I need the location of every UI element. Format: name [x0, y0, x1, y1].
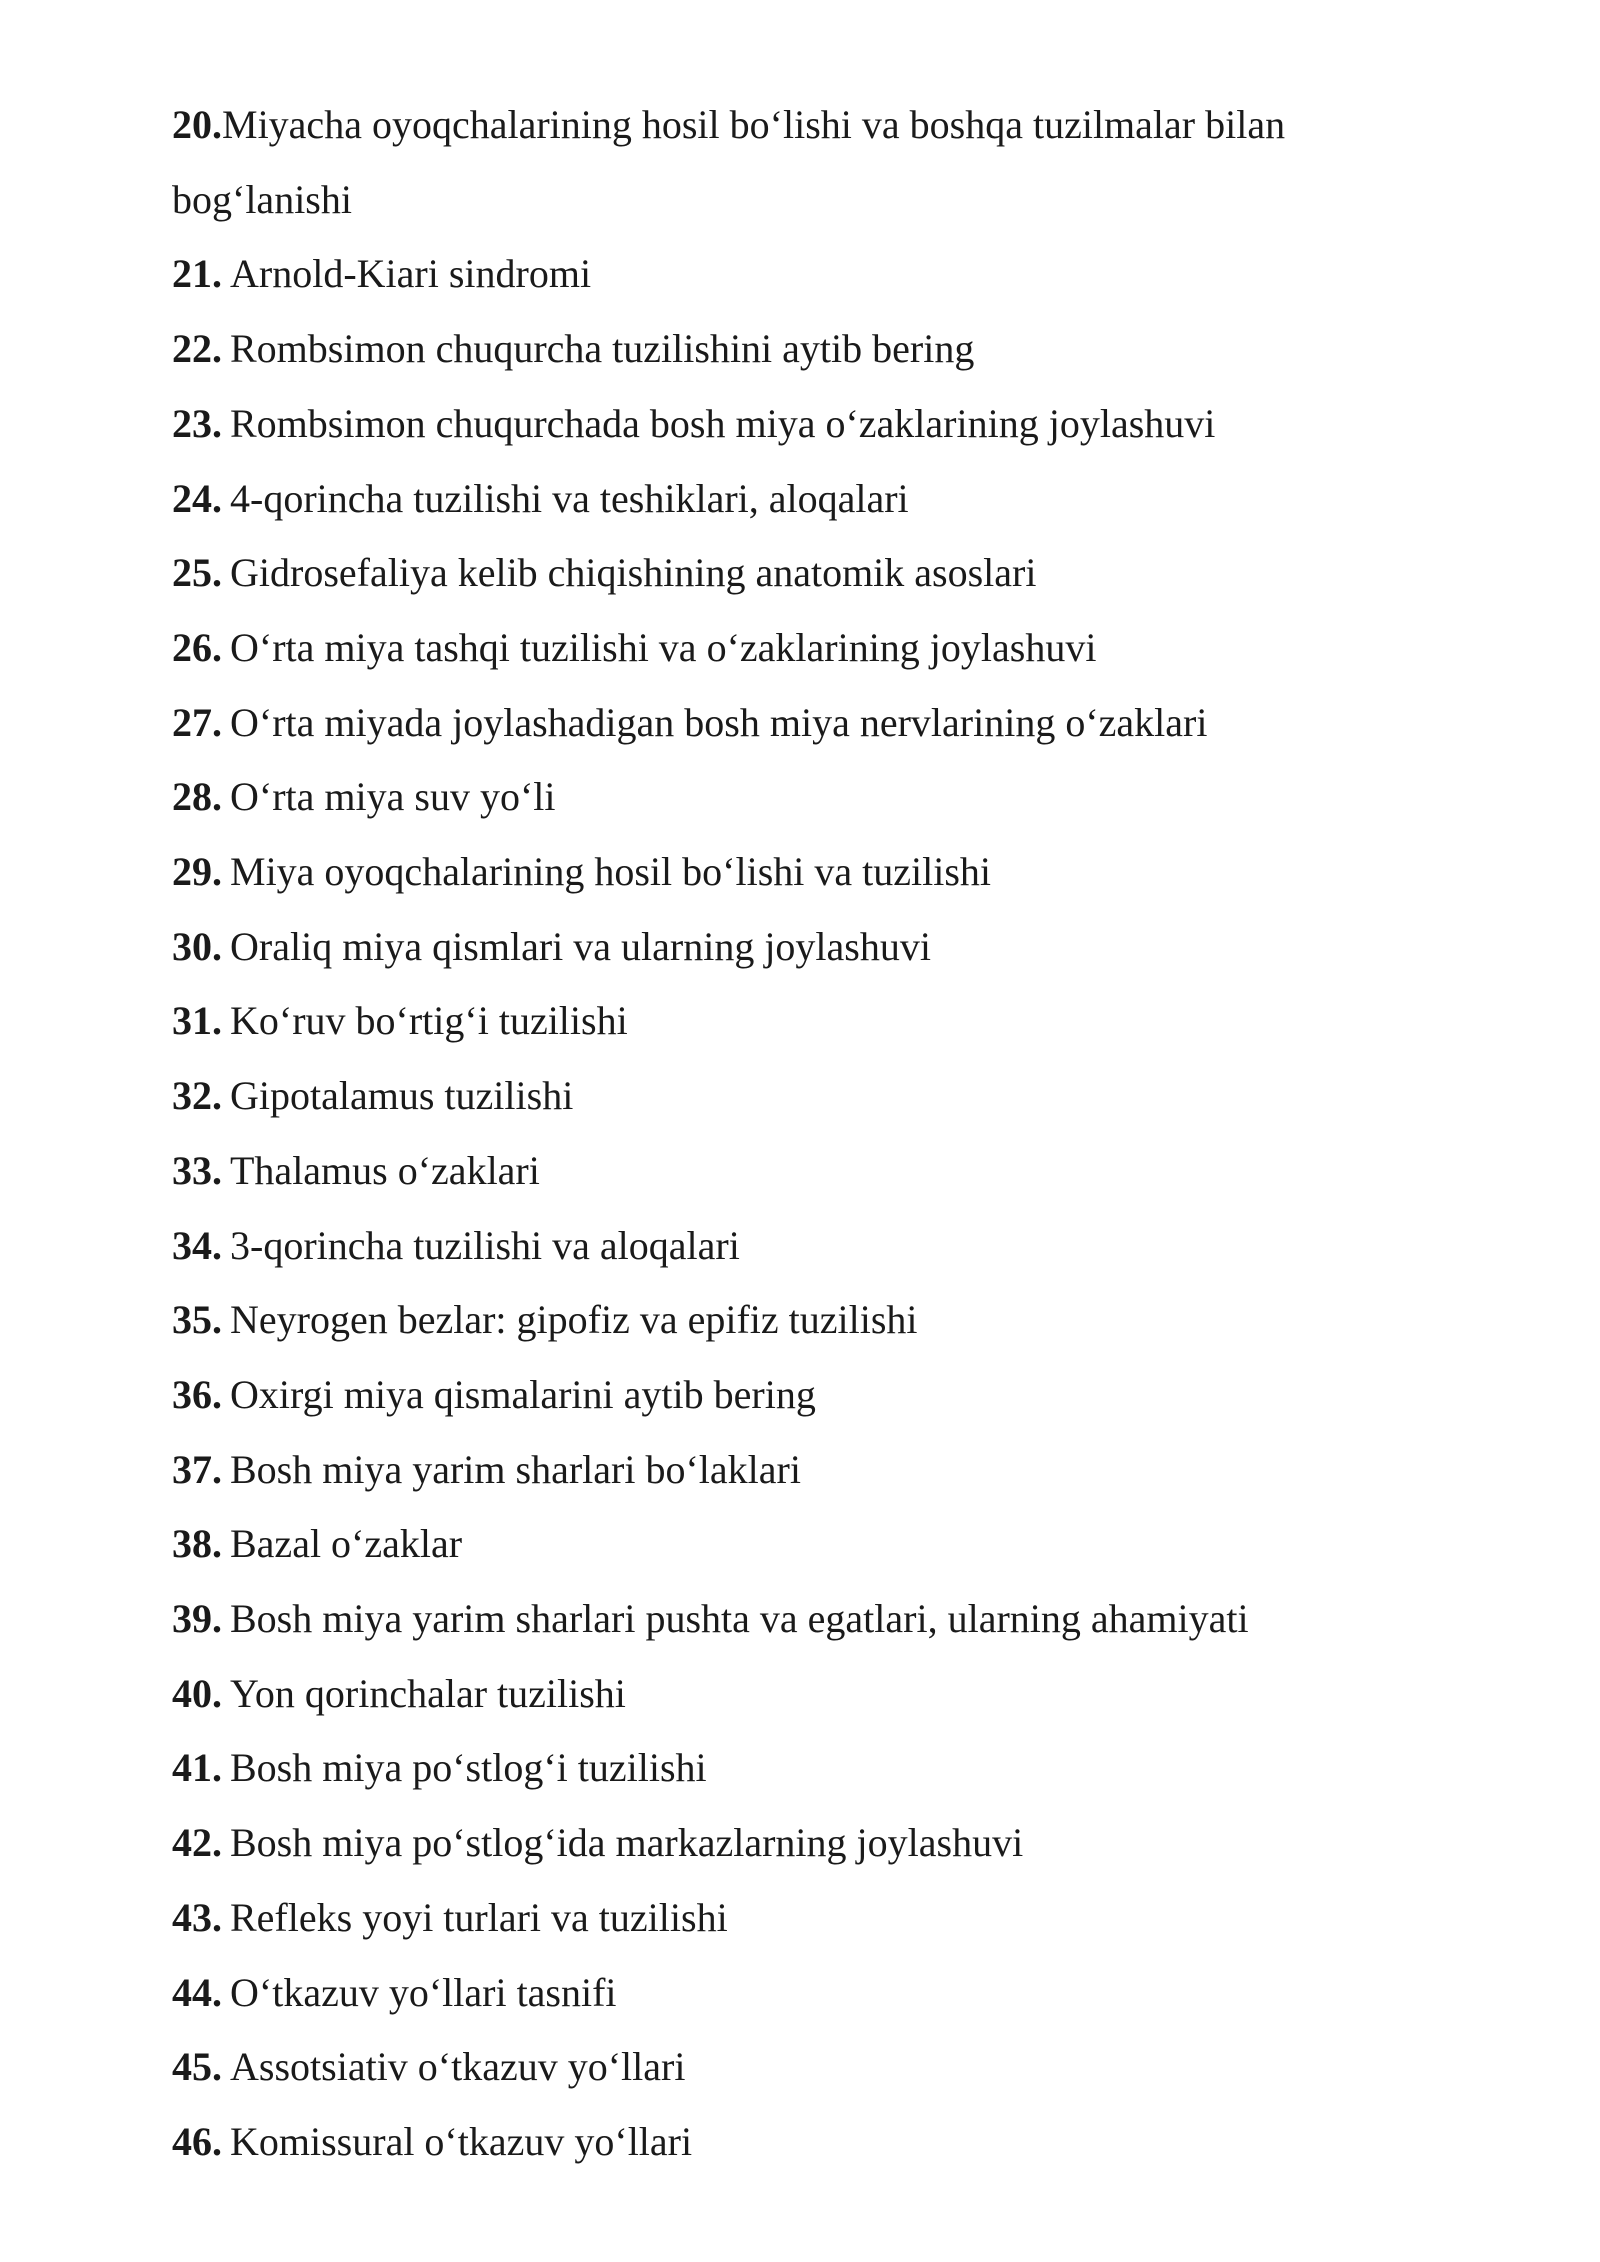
list-item — [172, 88, 1432, 237]
list-item — [172, 387, 1432, 462]
item-text: Rombsimon chuqurcha tuzilishini aytib bering — [230, 326, 975, 372]
item-number: 24. — [172, 475, 222, 521]
item-number: 27. — [172, 699, 222, 745]
item-number: 30. — [172, 923, 222, 969]
item-number: 32. — [172, 1073, 222, 1119]
item-text: Gipotalamus tuzilishi — [230, 1073, 574, 1119]
item-text: Yon qorinchalar tuzilishi — [230, 1670, 626, 1716]
item-text: O‘rta miyada joylashadigan bosh miya nervlarining o‘zaklari — [230, 699, 1208, 745]
item-number: 21. — [172, 251, 222, 297]
item-text: Bosh miya po‘stlog‘ida markazlarning joylashuvi — [230, 1820, 1024, 1866]
item-number: 28. — [172, 774, 222, 820]
list-item — [172, 611, 1432, 686]
item-text: Refleks yoyi turlari va tuzilishi — [230, 1894, 728, 1940]
item-number: 25. — [172, 550, 222, 596]
list-item — [172, 835, 1432, 910]
item-number: 36. — [172, 1371, 222, 1417]
list-item — [172, 984, 1432, 1059]
item-text: Gidrosefaliya kelib chiqishining anatomik asoslari — [230, 550, 1037, 596]
item-text: Ko‘ruv bo‘rtig‘i tuzilishi — [230, 998, 628, 1044]
item-text: Bazal o‘zaklar — [230, 1521, 463, 1567]
list-item — [172, 686, 1432, 761]
item-text: Bosh miya yarim sharlari pushta va egatlari, ularning ahamiyati — [230, 1596, 1249, 1642]
item-number: 38. — [172, 1521, 222, 1567]
item-text: Bosh miya po‘stlog‘i tuzilishi — [230, 1745, 707, 1791]
list-item — [172, 1956, 1432, 2031]
list-item — [172, 1731, 1432, 1806]
item-number: 29. — [172, 849, 222, 895]
list-item — [172, 1806, 1432, 1881]
item-text: Neyrogen bezlar: gipofiz va epifiz tuzilishi — [230, 1297, 918, 1343]
item-text: Miya oyoqchalarining hosil bo‘lishi va tuzilishi — [230, 849, 992, 895]
item-number: 42. — [172, 1820, 222, 1866]
item-number: 44. — [172, 1969, 222, 2015]
list-item — [172, 237, 1432, 312]
list-item — [172, 1881, 1432, 1956]
item-number: 20. — [172, 102, 222, 147]
list-item — [172, 1283, 1432, 1358]
list-item — [172, 2030, 1432, 2105]
list-item — [172, 2105, 1432, 2180]
item-text: Thalamus o‘zaklari — [230, 1147, 540, 1193]
item-text: Miyacha oyoqchalarining hosil bo‘lishi va boshqa tuzilmalar bilan bog‘lanishi — [172, 102, 1286, 222]
item-number: 37. — [172, 1446, 222, 1492]
item-number: 26. — [172, 624, 222, 670]
list-item — [172, 1582, 1432, 1657]
item-number: 33. — [172, 1147, 222, 1193]
item-number: 34. — [172, 1222, 222, 1268]
list-item — [172, 1358, 1432, 1433]
question-list — [172, 88, 1432, 2180]
item-number: 46. — [172, 2118, 222, 2164]
item-text: Assotsiativ o‘tkazuv yo‘llari — [230, 2044, 686, 2090]
item-text: Bosh miya yarim sharlari bo‘laklari — [230, 1446, 801, 1492]
list-item — [172, 462, 1432, 537]
item-number: 35. — [172, 1297, 222, 1343]
item-number: 22. — [172, 326, 222, 372]
item-text: Arnold-Kiari sindromi — [230, 251, 592, 297]
item-number: 40. — [172, 1670, 222, 1716]
list-item — [172, 1433, 1432, 1508]
list-item — [172, 1507, 1432, 1582]
list-item — [172, 1134, 1432, 1209]
list-item — [172, 1657, 1432, 1732]
list-item — [172, 1059, 1432, 1134]
list-item — [172, 536, 1432, 611]
item-number: 31. — [172, 998, 222, 1044]
item-text: Oxirgi miya qismalarini aytib bering — [230, 1371, 816, 1417]
item-text: 3-qorincha tuzilishi va aloqalari — [230, 1222, 740, 1268]
list-item — [172, 1209, 1432, 1284]
item-text: O‘tkazuv yo‘llari tasnifi — [230, 1969, 617, 2015]
list-item — [172, 910, 1432, 985]
list-item — [172, 760, 1432, 835]
item-text: Komissural o‘tkazuv yo‘llari — [230, 2118, 693, 2164]
item-text: O‘rta miya suv yo‘li — [230, 774, 556, 820]
list-item — [172, 312, 1432, 387]
item-number: 39. — [172, 1596, 222, 1642]
item-number: 23. — [172, 400, 222, 446]
item-number: 43. — [172, 1894, 222, 1940]
item-text: 4-qorincha tuzilishi va teshiklari, aloqalari — [230, 475, 909, 521]
item-number: 41. — [172, 1745, 222, 1791]
item-text: Rombsimon chuqurchada bosh miya o‘zaklarining joylashuvi — [230, 400, 1216, 446]
item-text: O‘rta miya tashqi tuzilishi va o‘zaklarining joylashuvi — [230, 624, 1097, 670]
item-number: 45. — [172, 2044, 222, 2090]
item-text: Oraliq miya qismlari va ularning joylashuvi — [230, 923, 931, 969]
